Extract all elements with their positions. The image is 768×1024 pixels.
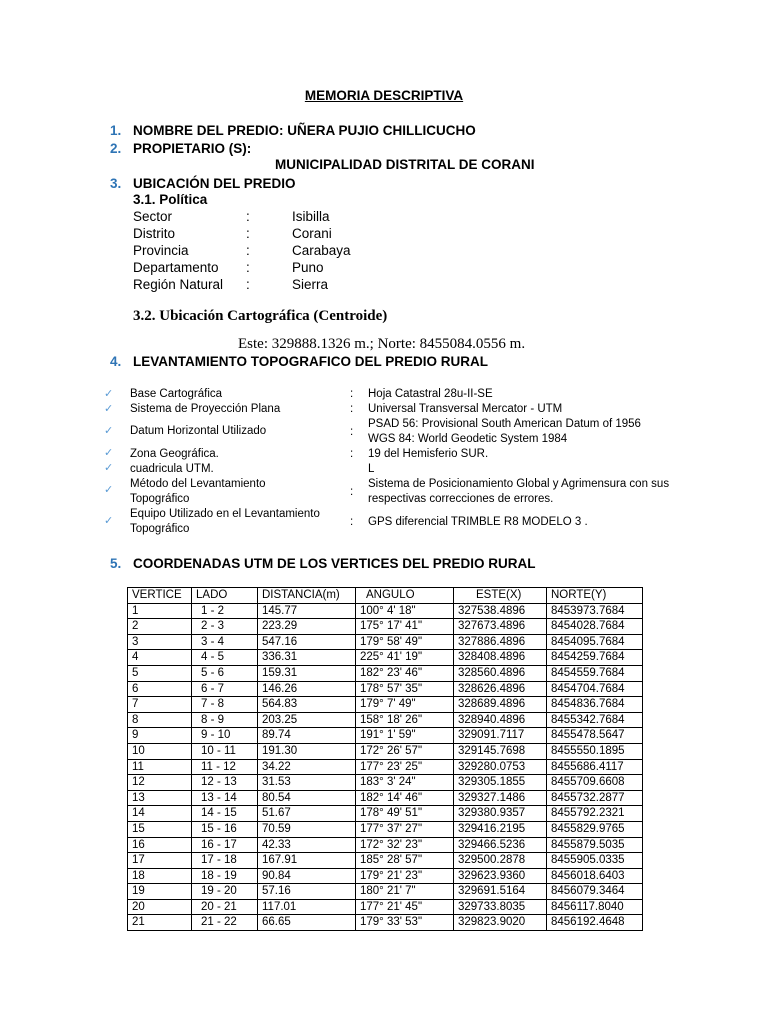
topo-key: Método del Levantamiento	[130, 478, 266, 490]
cell-norte: 8456192.4648	[547, 915, 643, 931]
cell-norte: 8455342.7684	[547, 712, 643, 728]
cell-vertice: 18	[128, 868, 192, 884]
cell-distancia: 57.16	[258, 884, 356, 900]
cell-lado: 5 - 6	[192, 665, 258, 681]
cell-angulo: 158° 18' 26"	[356, 712, 454, 728]
cell-norte: 8454259.7684	[547, 650, 643, 666]
cell-este: 327673.4896	[454, 619, 547, 635]
checkmark-icon: ✓	[104, 447, 114, 459]
table-row	[128, 821, 643, 837]
table-row	[128, 634, 643, 650]
cell-lado: 2 - 3	[192, 619, 258, 635]
politica-separator: :	[246, 209, 250, 224]
topo-value: L	[368, 463, 375, 475]
politica-separator: :	[246, 260, 250, 275]
cell-lado: 17 - 18	[192, 853, 258, 869]
topo-key: Datum Horizontal Utilizado	[130, 425, 267, 437]
cell-vertice: 6	[128, 681, 192, 697]
header-norte: NORTE(Y)	[547, 588, 643, 604]
cell-angulo: 191° 1' 59"	[356, 728, 454, 744]
cell-norte: 8455550.1895	[547, 743, 643, 759]
cell-lado: 16 - 17	[192, 837, 258, 853]
topo-separator: :	[350, 403, 354, 415]
topo-key: cuadricula UTM.	[130, 463, 214, 475]
cell-angulo: 175° 17' 41"	[356, 619, 454, 635]
cell-norte: 8455686.4117	[547, 759, 643, 775]
politica-key: Sector	[133, 209, 173, 224]
checkmark-icon: ✓	[104, 388, 114, 400]
owner-name: MUNICIPALIDAD DISTRITAL DE CORANI	[275, 157, 535, 172]
topo-separator: :	[350, 516, 354, 528]
politica-value: Sierra	[292, 277, 329, 292]
cell-distancia: 90.84	[258, 868, 356, 884]
cell-este: 327538.4896	[454, 603, 547, 619]
cell-vertice: 3	[128, 634, 192, 650]
cell-lado: 8 - 9	[192, 712, 258, 728]
checkmark-icon: ✓	[104, 515, 114, 527]
table-row	[128, 650, 643, 666]
cell-norte: 8455829.9765	[547, 821, 643, 837]
cell-vertice: 8	[128, 712, 192, 728]
topo-value-line-2: WGS 84: World Geodetic System 1984	[368, 433, 568, 445]
cell-distancia: 31.53	[258, 775, 356, 791]
cell-lado: 1 - 2	[192, 603, 258, 619]
checkmark-icon: ✓	[104, 462, 114, 474]
cell-distancia: 66.65	[258, 915, 356, 931]
topo-key: Sistema de Proyección Plana	[130, 403, 281, 415]
politica-separator: :	[246, 226, 250, 241]
cell-vertice: 14	[128, 806, 192, 822]
cell-distancia: 34.22	[258, 759, 356, 775]
cell-distancia: 51.67	[258, 806, 356, 822]
table-row	[128, 853, 643, 869]
cell-lado: 13 - 14	[192, 790, 258, 806]
cell-distancia: 80.54	[258, 790, 356, 806]
topo-key: Base Cartográfica	[130, 388, 223, 400]
cell-angulo: 177° 37' 27"	[356, 821, 454, 837]
cell-este: 329327.1486	[454, 790, 547, 806]
cell-norte: 8455732.2877	[547, 790, 643, 806]
cell-angulo: 179° 7' 49"	[356, 697, 454, 713]
cell-este: 329691.5164	[454, 884, 547, 900]
topo-value-line-2: respectivas correcciones de errores.	[368, 493, 554, 505]
cell-vertice: 10	[128, 743, 192, 759]
cell-norte: 8455478.5647	[547, 728, 643, 744]
cell-angulo: 225° 41' 19"	[356, 650, 454, 666]
section-5-number: 5.	[110, 556, 122, 571]
topo-separator: :	[350, 486, 354, 498]
table-row	[128, 681, 643, 697]
header-vertice: VERTICE	[128, 588, 192, 604]
section-1-heading: NOMBRE DEL PREDIO: UÑERA PUJIO CHILLICUCHO	[133, 123, 476, 138]
cell-vertice: 20	[128, 899, 192, 915]
cell-distancia: 146.26	[258, 681, 356, 697]
cell-angulo: 182° 23' 46"	[356, 665, 454, 681]
topo-key: Zona Geográfica.	[130, 448, 219, 460]
topo-value: Universal Transversal Mercator - UTM	[368, 403, 563, 415]
cell-vertice: 9	[128, 728, 192, 744]
cell-lado: 19 - 20	[192, 884, 258, 900]
cell-vertice: 13	[128, 790, 192, 806]
politica-value: Corani	[292, 226, 332, 241]
topo-value: GPS diferencial TRIMBLE R8 MODELO 3 .	[368, 516, 588, 528]
section-3-number: 3.	[110, 176, 122, 191]
cell-distancia: 70.59	[258, 821, 356, 837]
politica-key: Provincia	[133, 243, 189, 258]
table-row	[128, 743, 643, 759]
cell-angulo: 185° 28' 57"	[356, 853, 454, 869]
cell-este: 327886.4896	[454, 634, 547, 650]
cell-distancia: 159.31	[258, 665, 356, 681]
cell-distancia: 145.77	[258, 603, 356, 619]
cell-vertice: 12	[128, 775, 192, 791]
cell-este: 329416.2195	[454, 821, 547, 837]
politica-key: Región Natural	[133, 277, 224, 292]
cell-angulo: 179° 21' 23"	[356, 868, 454, 884]
cell-angulo: 178° 57' 35"	[356, 681, 454, 697]
topo-separator: :	[350, 448, 354, 460]
cell-distancia: 564.83	[258, 697, 356, 713]
cell-lado: 7 - 8	[192, 697, 258, 713]
cell-este: 329466.5236	[454, 837, 547, 853]
cell-distancia: 223.29	[258, 619, 356, 635]
cell-norte: 8454836.7684	[547, 697, 643, 713]
cell-distancia: 117.01	[258, 899, 356, 915]
table-row	[128, 868, 643, 884]
header-lado: LADO	[192, 588, 258, 604]
topo-separator: :	[350, 388, 354, 400]
table-row	[128, 603, 643, 619]
table-row	[128, 712, 643, 728]
table-row	[128, 759, 643, 775]
politica-value: Carabaya	[292, 243, 351, 258]
cell-norte: 8454028.7684	[547, 619, 643, 635]
table-row	[128, 806, 643, 822]
cell-norte: 8456018.6403	[547, 868, 643, 884]
cell-vertice: 15	[128, 821, 192, 837]
cell-vertice: 4	[128, 650, 192, 666]
cell-angulo: 178° 49' 51"	[356, 806, 454, 822]
table-row	[128, 884, 643, 900]
cell-este: 329623.9360	[454, 868, 547, 884]
cell-distancia: 336.31	[258, 650, 356, 666]
topo-key-line-2: Topográfico	[130, 493, 190, 505]
cell-lado: 20 - 21	[192, 899, 258, 915]
topo-key: Equipo Utilizado en el Levantamiento	[130, 508, 320, 520]
cell-lado: 9 - 10	[192, 728, 258, 744]
cell-norte: 8455792.2321	[547, 806, 643, 822]
table-row	[128, 665, 643, 681]
checkmark-icon: ✓	[104, 425, 114, 437]
section-3-heading: UBICACIÓN DEL PREDIO	[133, 176, 296, 191]
cell-norte: 8454095.7684	[547, 634, 643, 650]
cell-lado: 6 - 7	[192, 681, 258, 697]
checkmark-icon: ✓	[104, 484, 114, 496]
table-header-row	[128, 588, 643, 604]
section-1-number: 1.	[110, 123, 122, 138]
section-4-number: 4.	[110, 354, 122, 369]
cell-distancia: 191.30	[258, 743, 356, 759]
cell-norte: 8456117.8040	[547, 899, 643, 915]
cell-lado: 10 - 11	[192, 743, 258, 759]
section-3-1-heading: 3.1. Política	[133, 192, 208, 207]
cell-distancia: 167.91	[258, 853, 356, 869]
section-2-heading: PROPIETARIO (S):	[133, 141, 252, 156]
cell-este: 328689.4896	[454, 697, 547, 713]
cell-este: 329380.9357	[454, 806, 547, 822]
utm-coordinates-table	[127, 587, 643, 931]
cell-angulo: 177° 23' 25"	[356, 759, 454, 775]
section-3-2-heading: 3.2. Ubicación Cartográfica (Centroide)	[133, 308, 388, 324]
cell-vertice: 5	[128, 665, 192, 681]
table-row	[128, 728, 643, 744]
cell-norte: 8455879.5035	[547, 837, 643, 853]
cell-angulo: 183° 3' 24"	[356, 775, 454, 791]
cell-este: 329091.7117	[454, 728, 547, 744]
header-este: ESTE(X)	[454, 588, 547, 604]
politica-separator: :	[246, 277, 250, 292]
cell-lado: 4 - 5	[192, 650, 258, 666]
cell-lado: 18 - 19	[192, 868, 258, 884]
politica-key: Distrito	[133, 226, 176, 241]
cell-angulo: 179° 58' 49"	[356, 634, 454, 650]
cell-distancia: 89.74	[258, 728, 356, 744]
cell-este: 329733.8035	[454, 899, 547, 915]
topo-value: PSAD 56: Provisional South American Datum of 1956	[368, 418, 641, 430]
centroid-coordinates: Este: 329888.1326 m.; Norte: 8455084.0556 m.	[238, 336, 526, 352]
cell-angulo: 179° 33' 53"	[356, 915, 454, 931]
cell-lado: 21 - 22	[192, 915, 258, 931]
cell-vertice: 19	[128, 884, 192, 900]
cell-este: 328626.4896	[454, 681, 547, 697]
table-row	[128, 899, 643, 915]
table-row	[128, 619, 643, 635]
cell-este: 329500.2878	[454, 853, 547, 869]
cell-lado: 15 - 16	[192, 821, 258, 837]
table-row	[128, 775, 643, 791]
cell-este: 328940.4896	[454, 712, 547, 728]
section-5-heading: COORDENADAS UTM DE LOS VERTICES DEL PREDIO RURAL	[133, 556, 536, 571]
header-angulo: ANGULO	[356, 588, 454, 604]
table-row	[128, 790, 643, 806]
header-distancia: DISTANCIA(m)	[258, 588, 356, 604]
cell-lado: 3 - 4	[192, 634, 258, 650]
cell-este: 328408.4896	[454, 650, 547, 666]
politica-key: Departamento	[133, 260, 219, 275]
topo-separator: :	[350, 426, 354, 438]
cell-este: 329145.7698	[454, 743, 547, 759]
cell-distancia: 42.33	[258, 837, 356, 853]
politica-value: Isibilla	[292, 209, 330, 224]
cell-vertice: 1	[128, 603, 192, 619]
cell-norte: 8454704.7684	[547, 681, 643, 697]
table-row	[128, 837, 643, 853]
cell-distancia: 547.16	[258, 634, 356, 650]
table-row	[128, 697, 643, 713]
section-4-heading: LEVANTAMIENTO TOPOGRAFICO DEL PREDIO RURAL	[133, 354, 489, 369]
politica-value: Puno	[292, 260, 324, 275]
cell-vertice: 11	[128, 759, 192, 775]
cell-norte: 8456079.3464	[547, 884, 643, 900]
cell-angulo: 100° 4' 18"	[356, 603, 454, 619]
cell-norte: 8454559.7684	[547, 665, 643, 681]
cell-norte: 8455709.6608	[547, 775, 643, 791]
topo-value: 19 del Hemisferio SUR.	[368, 448, 489, 460]
cell-este: 329305.1855	[454, 775, 547, 791]
cell-norte: 8455905.0335	[547, 853, 643, 869]
topo-value: Hoja Catastral 28u-II-SE	[368, 388, 493, 400]
cell-norte: 8453973.7684	[547, 603, 643, 619]
cell-este: 329280.0753	[454, 759, 547, 775]
cell-vertice: 16	[128, 837, 192, 853]
topo-value: Sistema de Posicionamiento Global y Agrimensura con sus	[368, 478, 670, 490]
cell-angulo: 180° 21' 7"	[356, 884, 454, 900]
cell-angulo: 172° 26' 57"	[356, 743, 454, 759]
section-2-number: 2.	[110, 141, 122, 156]
table-row	[128, 915, 643, 931]
page-title: MEMORIA DESCRIPTIVA	[304, 88, 464, 103]
cell-angulo: 182° 14' 46"	[356, 790, 454, 806]
cell-lado: 11 - 12	[192, 759, 258, 775]
politica-separator: :	[246, 243, 250, 258]
cell-vertice: 7	[128, 697, 192, 713]
cell-este: 328560.4896	[454, 665, 547, 681]
cell-vertice: 17	[128, 853, 192, 869]
cell-angulo: 172° 32' 23"	[356, 837, 454, 853]
cell-lado: 14 - 15	[192, 806, 258, 822]
cell-vertice: 21	[128, 915, 192, 931]
cell-angulo: 177° 21' 45"	[356, 899, 454, 915]
cell-vertice: 2	[128, 619, 192, 635]
checkmark-icon: ✓	[104, 403, 114, 415]
cell-este: 329823.9020	[454, 915, 547, 931]
cell-lado: 12 - 13	[192, 775, 258, 791]
topo-key-line-2: Topográfico	[130, 523, 190, 535]
cell-distancia: 203.25	[258, 712, 356, 728]
